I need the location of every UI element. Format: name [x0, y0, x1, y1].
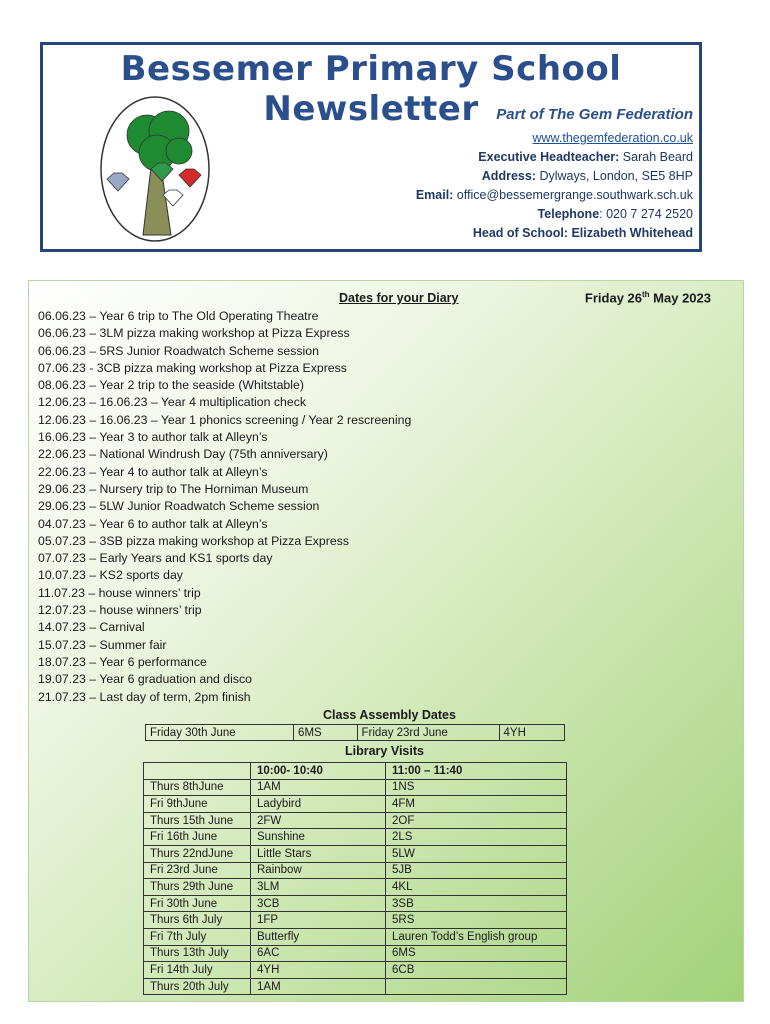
list-item: 19.07.23 – Year 6 graduation and disco: [38, 672, 253, 687]
table-cell: 4FM: [386, 796, 567, 813]
website-link[interactable]: www.thegemfederation.co.uk: [532, 131, 693, 145]
newsletter-title: Bessemer Primary School Newsletter: [120, 49, 622, 129]
table-cell: Fri 30th June: [144, 895, 251, 912]
list-item: 05.07.23 – 3SB pizza making workshop at Pizza Express: [38, 533, 350, 548]
phone-value: : 020 7 274 2520: [599, 207, 693, 221]
table-cell: Thurs 20th July: [144, 978, 251, 995]
email-value[interactable]: office@bessemergrange.southwark.sch.uk: [453, 188, 693, 202]
table-header-cell: 10:00- 10:40: [251, 763, 386, 780]
table-cell: 5LW: [386, 845, 567, 862]
table-cell: 6CB: [386, 962, 567, 979]
table-row: [144, 879, 567, 896]
assembly-date-2: Friday 23rd June: [357, 725, 499, 741]
table-row: [144, 978, 567, 995]
table-cell: Butterfly: [251, 928, 386, 945]
table-row: [144, 812, 567, 829]
table-cell: 5RS: [386, 912, 567, 929]
table-cell: 2OF: [386, 812, 567, 829]
exec-label: Executive Headteacher:: [478, 150, 620, 164]
head-of-school: Head of School: Elizabeth Whitehead: [472, 226, 693, 240]
list-item: 10.07.23 – KS2 sports day: [38, 568, 183, 583]
table-cell: Thurs 6th July: [144, 912, 251, 929]
table-cell: 1AM: [251, 978, 386, 995]
table-row: [144, 945, 567, 962]
table-cell: 3LM: [251, 879, 386, 896]
list-item: 29.06.23 – Nursery trip to The Horniman Museum: [38, 481, 309, 496]
table-row: [144, 845, 567, 862]
table-cell: Fri 9thJune: [144, 796, 251, 813]
table-cell: 3SB: [386, 895, 567, 912]
table-cell: 1NS: [386, 779, 567, 796]
table-cell: Fri 14th July: [144, 962, 251, 979]
table-cell: 5JB: [386, 862, 567, 879]
library-title: Library Visits: [345, 744, 424, 758]
list-item: 06.06.23 – Year 6 trip to The Old Operating Theatre: [38, 309, 319, 323]
issue-date: [585, 290, 711, 305]
list-item: 06.06.23 – 5RS Junior Roadwatch Scheme session: [38, 343, 319, 358]
table-row: [144, 962, 567, 979]
table-cell: Fri 16th June: [144, 829, 251, 846]
table-cell: 1AM: [251, 779, 386, 796]
list-item: 07.07.23 – Early Years and KS1 sports day: [38, 551, 273, 566]
address-value: Dylways, London, SE5 8HP: [535, 169, 693, 183]
table-row: [144, 895, 567, 912]
list-item: 07.06.23 - 3CB pizza making workshop at Pizza Express: [38, 360, 347, 375]
assembly-date-1: Friday 30th June: [146, 725, 294, 741]
school-logo: [99, 95, 211, 243]
table-cell: 2LS: [386, 829, 567, 846]
issue-date-day: Friday 26: [584, 290, 642, 306]
table-cell: Rainbow: [251, 862, 386, 879]
table-cell: 4YH: [251, 962, 386, 979]
assembly-class-1: 6MS: [294, 725, 357, 741]
table-row: [144, 829, 567, 846]
library-table: [143, 762, 567, 995]
phone-label: Telephone: [537, 207, 600, 221]
table-cell: 6MS: [386, 945, 567, 962]
table-cell: Thurs 15th June: [144, 812, 251, 829]
list-item: 16.06.23 – Year 3 to author talk at Alleyn’s: [38, 430, 268, 445]
federation-label: Part of The Gem Federation: [496, 106, 693, 123]
table-cell: 3CB: [251, 895, 386, 912]
table-cell: Thurs 8thJune: [144, 779, 251, 796]
list-item: 08.06.23 – Year 2 trip to the seaside (Whitstable): [38, 378, 304, 393]
table-row: [144, 912, 567, 929]
table-cell: [386, 978, 567, 995]
table-row: [144, 796, 567, 813]
table-cell: 1FP: [251, 912, 386, 929]
table-cell: 6AC: [251, 945, 386, 962]
list-item: 04.07.23 – Year 6 to author talk at Alleyn’s: [38, 516, 268, 531]
list-item: 12.07.23 – house winners’ trip: [38, 603, 202, 618]
table-row: [144, 779, 567, 796]
assembly-table: [145, 724, 565, 741]
list-item: 22.06.23 – National Windrush Day (75th anniversary): [38, 447, 328, 462]
content-panel: [28, 280, 744, 1002]
table-cell: Ladybird: [251, 796, 386, 813]
newsletter-header: [40, 42, 702, 252]
list-item: 15.07.23 – Summer fair: [38, 637, 167, 652]
list-item: 29.06.23 – 5LW Junior Roadwatch Scheme session: [38, 499, 320, 514]
list-item: 06.06.23 – 3LM pizza making workshop at Pizza Express: [38, 326, 350, 341]
issue-date-rest: May 2023: [649, 290, 711, 306]
contact-info: [416, 105, 693, 243]
table-cell: Little Stars: [251, 845, 386, 862]
table-row: [144, 862, 567, 879]
table-cell: 2FW: [251, 812, 386, 829]
table-cell: Thurs 22ndJune: [144, 845, 251, 862]
table-row: [146, 725, 565, 741]
exec-value: Sarah Beard: [619, 150, 693, 164]
list-item: 12.06.23 – 16.06.23 – Year 4 multiplication check: [38, 395, 306, 410]
table-cell: 4KL: [386, 879, 567, 896]
table-row: [144, 928, 567, 945]
issue-date-sup: th: [642, 290, 650, 299]
assembly-class-2: 4YH: [499, 725, 564, 741]
list-item: 18.07.23 – Year 6 performance: [38, 654, 207, 669]
table-cell: Fri 7th July: [144, 928, 251, 945]
address-label: Address:: [481, 169, 536, 183]
list-item: 11.07.23 – house winners’ trip: [38, 585, 201, 600]
table-header-cell: [144, 763, 251, 780]
email-label: Email:: [415, 188, 454, 202]
list-item: 22.06.23 – Year 4 to author talk at Alleyn’s: [38, 464, 268, 479]
list-item: 12.06.23 – 16.06.23 – Year 1 phonics screening / Year 2 rescreening: [38, 412, 412, 427]
list-item: 14.07.23 – Carnival: [38, 620, 145, 635]
table-cell: Thurs 29th June: [144, 879, 251, 896]
table-cell: Sunshine: [251, 829, 386, 846]
assembly-title: Class Assembly Dates: [323, 708, 456, 722]
table-cell: Lauren Todd’s English group: [386, 928, 567, 945]
diary-list: [38, 308, 411, 706]
table-cell: Fri 23rd June: [144, 862, 251, 879]
list-item: 21.07.23 – Last day of term, 2pm finish: [38, 689, 251, 704]
diary-title: Dates for your Diary: [339, 291, 459, 305]
table-header-cell: 11:00 – 11:40: [386, 763, 567, 780]
table-header-row: [144, 763, 567, 780]
table-cell: Thurs 13th July: [144, 945, 251, 962]
